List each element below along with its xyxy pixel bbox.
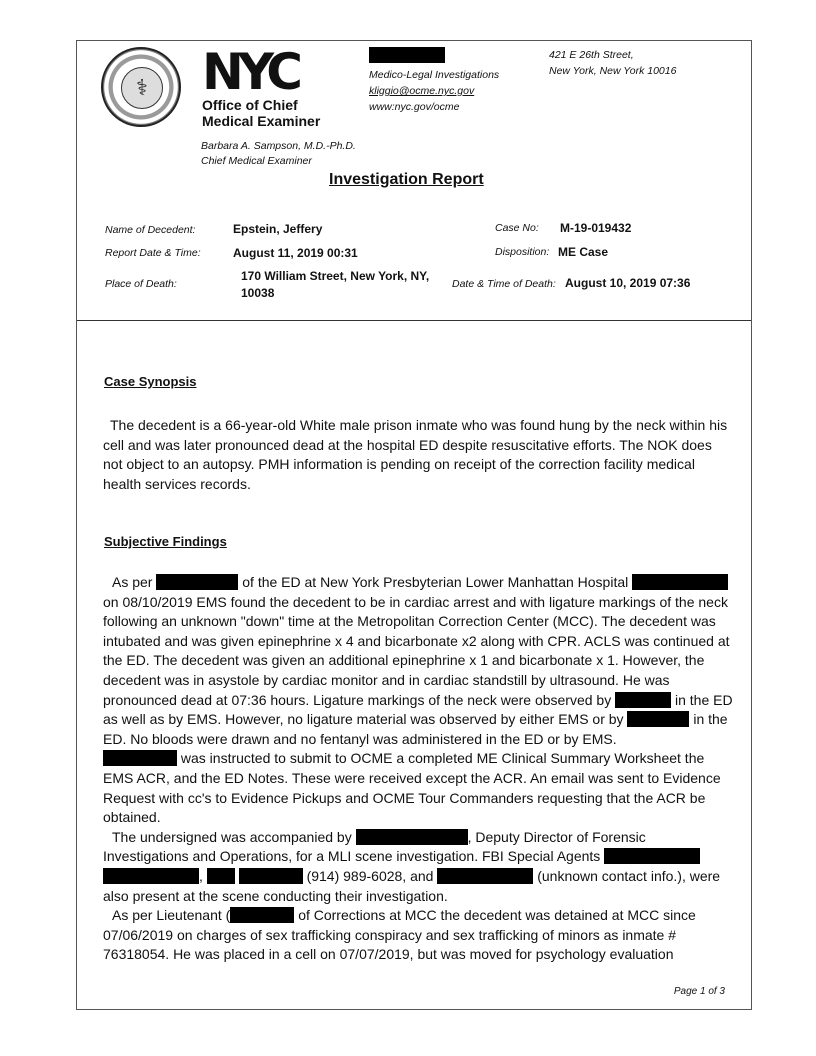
address-block xyxy=(549,47,676,79)
office-name-line2: Medical Examiner xyxy=(202,113,321,129)
redaction-bar xyxy=(156,574,238,590)
redaction-bar xyxy=(207,868,235,884)
synopsis-text: The decedent is a 66-year-old White male prison inmate who was found hung by the neck within his cell and was later pronounced dead at the hospital ED despite resuscitative efforts. The NOK does not object to an autopsy. PMH information is pending on receipt of the correction facility medical health services records. xyxy=(103,417,728,492)
redaction-bar xyxy=(239,868,303,884)
redaction-bar xyxy=(369,47,445,63)
synopsis-heading: Case Synopsis xyxy=(104,374,197,389)
cme-title: Chief Medical Examiner xyxy=(201,155,312,167)
text-run: on 08/10/2019 EMS found the decedent to be in cardiac arrest and with ligature markings of the neck following an unknown "down" time at the Metropolitan Correction Center (MCC). The decedent was intubated and was given epinephrine x 4 and bicarbonate x2 along with CPR. ACLS was continued at the ED. The decedent was given an additional epinephrine x 1 and bicarbonate x 1. However, the decedent was in asystole by cardiac monitor and in cardiac standstill by ultrasound. He was pronounced dead at 07:36 hours. Ligature markings of the neck were observed by xyxy=(103,593,730,708)
report-page xyxy=(76,40,752,1010)
subjective-heading: Subjective Findings xyxy=(104,534,227,549)
subjective-paragraph-3 xyxy=(103,828,733,906)
caduceus-icon: ⚕ xyxy=(121,67,163,109)
death-label: Date & Time of Death: xyxy=(452,278,556,290)
disposition-label: Disposition: xyxy=(495,246,550,258)
report-title: Investigation Report xyxy=(329,171,484,188)
text-run: in the ED as well as by EMS. However, no ligature material was observed by either EMS or by xyxy=(103,691,733,728)
text-run: The undersigned was accompanied by xyxy=(112,828,352,845)
header-divider xyxy=(77,320,751,321)
text-run: (914) 989-6028, and xyxy=(306,867,434,884)
subjective-text xyxy=(103,573,733,965)
office-name-line1: Office of Chief xyxy=(202,97,298,113)
department-name: Medico-Legal Investigations xyxy=(369,69,500,81)
name-label: Name of Decedent: xyxy=(105,224,196,236)
place-value-line1: 170 William Street, New York, NY, xyxy=(241,269,430,283)
office-name xyxy=(202,97,320,129)
case-label: Case No: xyxy=(495,222,539,234)
redaction-bar xyxy=(437,868,533,884)
redaction-bar xyxy=(615,692,671,708)
place-label: Place of Death: xyxy=(105,278,177,290)
contact-block xyxy=(369,67,499,115)
address-line1: 421 E 26th Street, xyxy=(549,49,634,61)
text-run: As per xyxy=(112,574,153,590)
text-run: of the ED at New York Presbyterian Lower Manhattan Hospital xyxy=(242,574,629,590)
name-value: Epstein, Jeffery xyxy=(233,222,323,236)
redaction-bar xyxy=(632,574,728,590)
text-run: (unknown contact info.), were also present at the scene conducting their investigation. xyxy=(103,867,721,904)
subjective-paragraph-1 xyxy=(103,573,733,749)
nyc-logo: NYC xyxy=(202,43,297,101)
redaction-bar xyxy=(103,868,199,884)
text-run: was instructed to submit to OCME a completed ME Clinical Summary Worksheet the EMS ACR, and the ED Notes. These were received except the ACR. An email was sent to Evidence Request with cc's to Evidence Pickups and OCME Tour Commanders requesting that the ACR be obtained. xyxy=(103,750,721,826)
case-value: M-19-019432 xyxy=(560,221,632,235)
report-date-label: Report Date & Time: xyxy=(105,247,201,259)
place-value-line2: 10038 xyxy=(241,286,275,300)
text-run: , Deputy Director of Forensic Investigations and Operations, for a MLI scene investigation. FBI Special Agents xyxy=(103,828,646,865)
place-value xyxy=(241,268,429,302)
email-link[interactable]: kliggio@ocme.nyc.gov xyxy=(369,85,475,97)
address-line2: New York, New York 10016 xyxy=(549,65,677,77)
subjective-paragraph-4 xyxy=(103,906,733,965)
cme-name: Barbara A. Sampson, M.D.-Ph.D. xyxy=(201,140,356,152)
redaction-bar xyxy=(356,829,468,845)
subjective-paragraph-2 xyxy=(103,749,733,827)
death-value: August 10, 2019 07:36 xyxy=(565,276,691,290)
city-seal-icon xyxy=(101,47,181,127)
text-run: of Corrections at MCC the decedent was detained at MCC since 07/06/2019 on charges of sex trafficking conspiracy and sex trafficking of minors as inmate # 76318054. He was placed in a cell on 07/07/2019, but was moved for psychology evaluation xyxy=(103,907,696,963)
text-run: As per Lieutenant ( xyxy=(112,907,231,924)
report-date-value: August 11, 2019 00:31 xyxy=(233,246,358,260)
redaction-bar xyxy=(230,907,294,923)
text-run: , xyxy=(199,867,203,884)
redaction-bar xyxy=(627,711,689,727)
chief-medical-examiner xyxy=(201,139,356,169)
redaction-bar xyxy=(103,750,177,766)
redaction-bar xyxy=(604,848,700,864)
website-link[interactable]: www:nyc.gov/ocme xyxy=(369,101,460,113)
disposition-value: ME Case xyxy=(558,245,609,259)
page-number: Page 1 of 3 xyxy=(673,986,725,997)
text-run: in the ED. No bloods were drawn and no fentanyl was administered in the ED or by EMS. xyxy=(103,711,728,747)
